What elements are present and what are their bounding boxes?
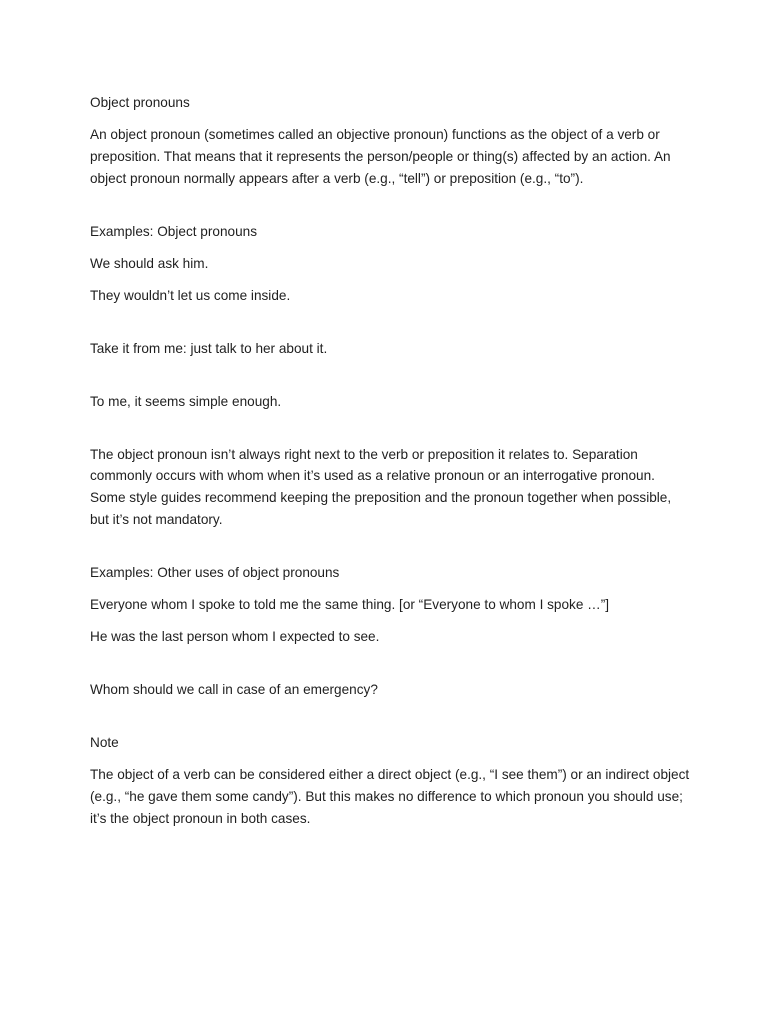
paragraph-definition: An object pronoun (sometimes called an objective pronoun) functions as the object of a verb or preposition. That means that it represents the person/people or thing(s) affected by an action. An object pronoun normally appears after a verb (e.g., “tell”) or preposition (e.g., “to”). [90,127,671,186]
example-sentence: Everyone whom I spoke to told me the same thing. [or “Everyone to whom I spoke …”] [90,597,610,613]
section-heading-examples: Examples: Object pronouns [90,223,257,239]
section-heading-note: Note [90,735,119,751]
paragraph-separation: The object pronoun isn’t always right next to the verb or preposition it relates to. Separation commonly occurs with whom when it’s used as a relative pronoun or an interrogative pronoun. Some style guides recommend keeping the preposition and the pronoun together when possible, but it’s not mandatory. [90,446,672,528]
example-sentence: We should ask him. [90,255,209,271]
example-sentence: They wouldn’t let us come inside. [90,288,291,304]
example-sentence: Whom should we call in case of an emergency? [90,682,378,698]
paragraph-note: The object of a verb can be considered either a direct object (e.g., “I see them”) or an indirect object (e.g., “he gave them some candy”). But this makes no difference to which pronoun you should use; it’s the object pronoun in both cases. [90,767,690,826]
section-heading-object-pronouns: Object pronouns [90,95,190,110]
document-page [90,92,690,830]
example-sentence: Take it from me: just talk to her about it. [90,341,328,357]
section-heading-other-uses: Examples: Other uses of object pronouns [90,564,340,580]
example-sentence: He was the last person whom I expected to see. [90,629,380,645]
example-sentence: To me, it seems simple enough. [90,393,282,409]
